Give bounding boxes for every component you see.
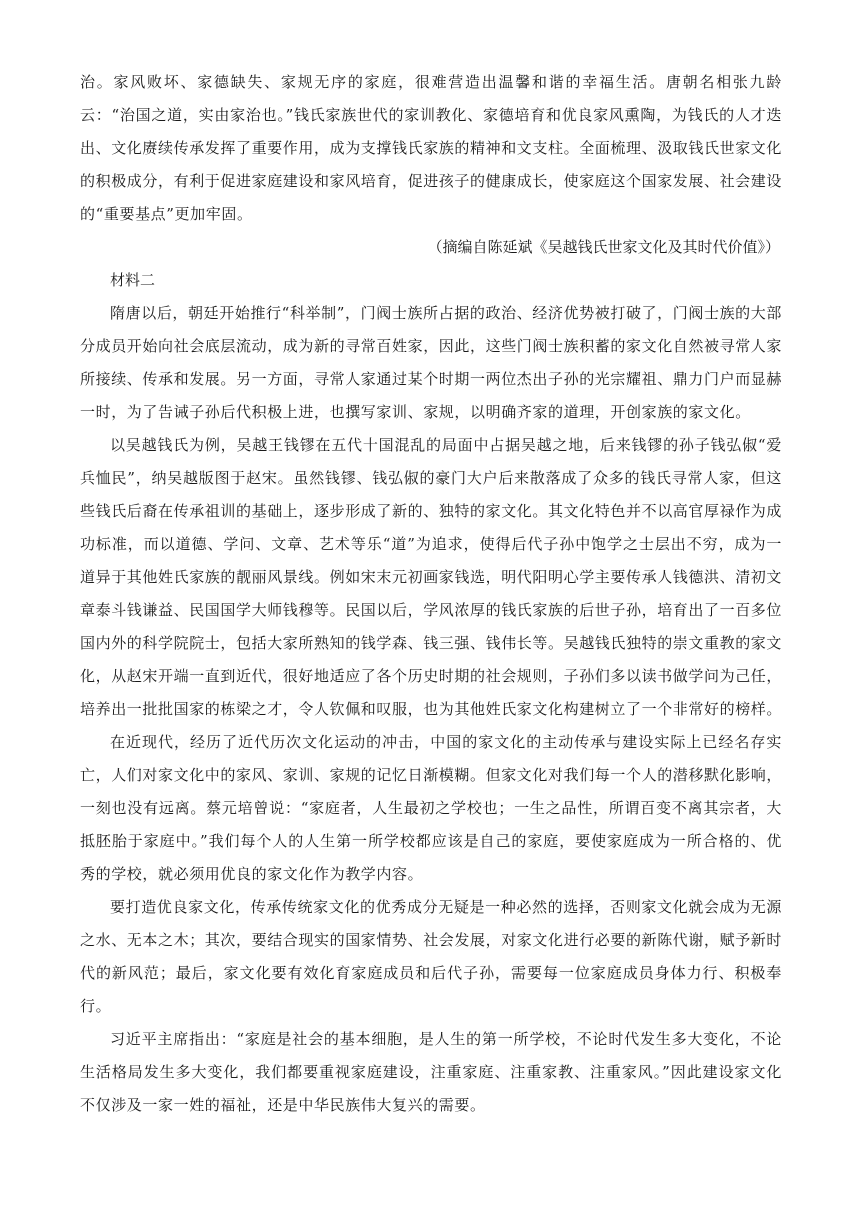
material1-source-citation: （摘编自陈延斌《吴越钱氏世家文化及其时代价值》）	[427, 238, 780, 256]
material2-paragraph-1: 隋唐以后，朝廷开始推行“科举制”，门阀士族所占据的政治、经济优势被打破了，门阀士族的大部分成员开始向社会底层流动，成为新的寻常百姓家，因此，这些门阀士族积蓄的家文化自然被寻常人家所接续、传承和发展。另一方面，寻常人家通过某个时期一两位杰出子孙的光宗耀祖、鼎力门户而显赫一时，为了告诫子孙后代积极上进，也撰写家训、家规，以明确齐家的道理，开创家族的家文化。	[80, 304, 783, 421]
material2-paragraph-5: 习近平主席指出：“家庭是社会的基本细胞，是人生的第一所学校，不论时代发生多大变化，不论生活格局发生多大变化，我们都要重视家庭建设，注重家庭、注重家教、注重家风。”因此建设家文化不仅涉及一家一姓的福祉，还是中华民族伟大复兴的需要。	[80, 1030, 782, 1114]
document-page	[80, 66, 782, 1122]
material2-paragraph-4: 要打造优良家文化，传承传统家文化的优秀成分无疑是一种必然的选择，否则家文化就会成为无源之水、无本之木；其次，要结合现实的国家情势、社会发展，对家文化进行必要的新陈代谢，赋予新时代的新风范；最后，家文化要有效化育家庭成员和后代子孙，需要每一位家庭成员身体力行、积极奉行。	[80, 898, 783, 1015]
material1-paragraph: 治。家风败坏、家德缺失、家规无序的家庭，很难营造出温馨和谐的幸福生活。唐朝名相张九龄云：“治国之道，实由家治也。”钱氏家族世代的家训教化、家德培育和优良家风熏陶，为钱氏的人才迭出、文化赓续传承发挥了重要作用，成为支撑钱氏家族的精神和文支柱。全面梳理、汲取钱氏世家文化的积极成分，有利于促进家庭建设和家风培育，促进孩子的健康成长，使家庭这个国家发展、社会建设的“重要基点”更加牢固。	[80, 73, 783, 223]
material2-paragraph-2: 以吴越钱氏为例，吴越王钱镠在五代十国混乱的局面中占据吴越之地，后来钱镠的孙子钱弘俶“爱兵恤民”，纳吴越版图于赵宋。虽然钱镠、钱弘俶的豪门大户后来散落成了众多的钱氏寻常人家，但这些钱氏后裔在传承祖训的基础上，逐步形成了新的、独特的家文化。其文化特色并不以高官厚禄作为成功标准，而以道德、学问、文章、艺术等乐“道”为追求，使得后代子孙中饱学之士层出不穷，成为一道异于其他姓氏家族的靓丽风景线。例如宋末元初画家钱选，明代阳明心学主要传承人钱德洪、清初文章泰斗钱谦益、民国国学大师钱穆等。民国以后，学风浓厚的钱氏家族的后世子孙，培育出了一百多位国内外的科学院院士，包括大家所熟知的钱学森、钱三强、钱伟长等。吴越钱氏独特的崇文重教的家文化，从赵宋开端一直到近代，很好地适应了各个历史时期的社会规则，子孙们多以读书做学问为己任，培养出一批批国家的栋梁之才，令人钦佩和叹服，也为其他姓氏家文化构建树立了一个非常好的榜样。	[80, 436, 783, 718]
material2-label: 材料二	[110, 271, 156, 289]
material2-paragraph-3: 在近现代，经历了近代历次文化运动的冲击，中国的家文化的主动传承与建设实际上已经名存实亡，人们对家文化中的家风、家训、家规的记忆日渐模糊。但家文化对我们每一个人的潜移默化影响，一刻也没有远离。蔡元培曾说：“家庭者，人生最初之学校也；一生之品性，所谓百变不离其宗者，大抵胚胎于家庭中。”我们每个人的人生第一所学校都应该是自己的家庭，要使家庭成为一所合格的、优秀的学校，就必须用优良的家文化作为教学内容。	[80, 733, 783, 883]
